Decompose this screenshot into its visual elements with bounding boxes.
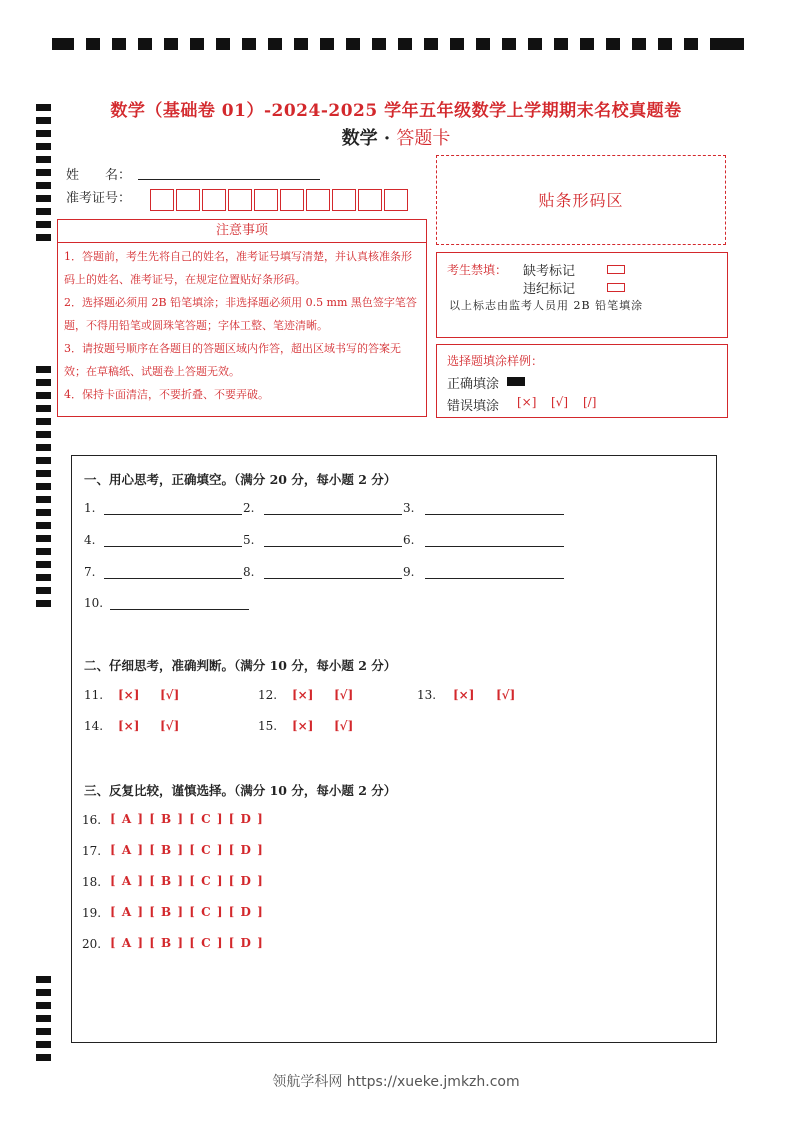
exam-no-digit-box[interactable] — [280, 189, 304, 211]
timing-mark — [36, 392, 51, 399]
timing-mark — [36, 208, 51, 215]
timing-mark — [36, 431, 51, 438]
correct-fill-label: 正确填涂 — [447, 377, 500, 392]
correct-fill-sample — [507, 377, 525, 386]
question-number: 17. — [82, 844, 102, 858]
timing-mark — [36, 1041, 51, 1048]
exam-no-digit-box[interactable] — [176, 189, 200, 211]
sample-title: 选择题填涂样例： — [447, 354, 544, 368]
question-number: 20. — [82, 937, 102, 951]
question-number: 13. — [417, 688, 437, 702]
timing-mark — [36, 496, 51, 503]
timing-mark — [36, 587, 51, 594]
notice-item: 3．请按题号顺序在各题目的答题区域内作答，超出区域书写的答案无效；在草稿纸、试题卷上答题无效。 — [64, 342, 401, 378]
choice-options[interactable]: [ A ] [ B ] [ C ] [ D ] — [110, 936, 264, 950]
notice-title: 注意事项 — [58, 220, 426, 243]
exam-no-boxes[interactable] — [150, 189, 410, 211]
option-true[interactable]: [√] — [334, 688, 354, 702]
question-number: 12. — [258, 688, 278, 702]
timing-mark — [36, 221, 51, 228]
option-true[interactable]: [√] — [160, 688, 180, 702]
answer-blank[interactable] — [104, 514, 242, 515]
page-title: 数学（基础卷 01）-2024-2025 学年五年级数学上学期期末名校真题卷 — [110, 101, 682, 121]
question-number: 1. — [84, 501, 96, 515]
timing-mark — [36, 418, 51, 425]
exam-no-digit-box[interactable] — [254, 189, 278, 211]
notice-item: 1．答题前，考生先将自己的姓名，准考证号填写清楚，并认真核准条形码上的姓名、准考证号，在规定位置贴好条形码。 — [64, 250, 412, 286]
violation-mark-box[interactable] — [607, 283, 625, 292]
timing-mark — [36, 1015, 51, 1022]
subtitle-separator: · — [383, 128, 391, 149]
wrong-fill-label: 错误填涂 — [447, 399, 500, 414]
answer-blank[interactable] — [264, 514, 402, 515]
timing-mark — [36, 457, 51, 464]
question-number: 2. — [243, 501, 255, 515]
answer-blank[interactable] — [104, 578, 242, 579]
timing-mark — [36, 1002, 51, 1009]
notice-item: 2．选择题必须用 2B 铅笔填涂；非选择题必须用 0.5 mm 黑色签字笔答题，不得用铅笔或圆珠笔答题；字体工整、笔迹清晰。 — [64, 296, 417, 332]
answer-blank[interactable] — [264, 578, 402, 579]
option-false[interactable]: [×] — [118, 719, 140, 733]
timing-mark — [36, 574, 51, 581]
timing-mark — [36, 989, 51, 996]
timing-mark — [36, 535, 51, 542]
wrong-mark-x: [×] — [517, 395, 537, 409]
option-false[interactable]: [×] — [292, 719, 314, 733]
timing-mark — [36, 379, 51, 386]
exam-no-digit-box[interactable] — [332, 189, 356, 211]
choice-options[interactable]: [ A ] [ B ] [ C ] [ D ] — [110, 843, 264, 857]
question-number: 8. — [243, 565, 255, 579]
option-true[interactable]: [√] — [334, 719, 354, 733]
exam-no-digit-box[interactable] — [306, 189, 330, 211]
question-number: 5. — [243, 533, 255, 547]
question-number: 9. — [403, 565, 415, 579]
timing-mark — [36, 470, 51, 477]
timing-mark — [36, 405, 51, 412]
option-false[interactable]: [×] — [453, 688, 475, 702]
answer-blank[interactable] — [425, 578, 564, 579]
answer-blank[interactable] — [110, 609, 249, 610]
timing-mark — [36, 169, 51, 176]
timing-mark — [36, 561, 51, 568]
name-underline[interactable] — [138, 179, 320, 180]
exam-no-digit-box[interactable] — [358, 189, 382, 211]
forbidden-fill-box — [436, 252, 728, 338]
question-number: 15. — [258, 719, 278, 733]
timing-mark — [36, 1054, 51, 1061]
question-number: 19. — [82, 906, 102, 920]
forbid-note: 以上标志由监考人员用 2B 铅笔填涂 — [449, 299, 644, 312]
question-number: 7. — [84, 565, 96, 579]
option-true[interactable]: [√] — [160, 719, 180, 733]
section2-title: 二、仔细思考，准确判断。（满分 10 分，每小题 2 分） — [84, 658, 397, 673]
option-false[interactable]: [×] — [292, 688, 314, 702]
timing-mark — [36, 234, 51, 241]
answer-blank[interactable] — [264, 546, 402, 547]
timing-mark — [36, 195, 51, 202]
notice-box — [57, 219, 427, 417]
exam-no-label: 准考证号： — [66, 191, 132, 206]
timing-mark — [36, 444, 51, 451]
exam-no-digit-box[interactable] — [228, 189, 252, 211]
question-number: 18. — [82, 875, 102, 889]
answer-blank[interactable] — [425, 546, 564, 547]
fill-sample-box — [436, 344, 728, 418]
answer-blank[interactable] — [425, 514, 564, 515]
violation-mark-label: 违纪标记 — [523, 282, 576, 297]
exam-no-digit-box[interactable] — [202, 189, 226, 211]
timing-mark — [36, 600, 51, 607]
option-true[interactable]: [√] — [496, 688, 516, 702]
top-timing-marks — [52, 38, 744, 52]
page-subtitle — [0, 124, 792, 150]
question-number: 6. — [403, 533, 415, 547]
exam-no-digit-box[interactable] — [150, 189, 174, 211]
section3-title: 三、反复比较，谨慎选择。（满分 10 分，每小题 2 分） — [84, 783, 397, 798]
question-number: 14. — [84, 719, 104, 733]
exam-no-digit-box[interactable] — [384, 189, 408, 211]
answer-area — [71, 455, 717, 1043]
question-number: 16. — [82, 813, 102, 827]
question-number: 4. — [84, 533, 96, 547]
timing-mark — [36, 366, 51, 373]
name-label: 姓 名： — [66, 168, 132, 183]
timing-mark — [36, 522, 51, 529]
option-false[interactable]: [×] — [118, 688, 140, 702]
timing-mark — [36, 976, 51, 983]
timing-mark — [36, 1028, 51, 1035]
question-number: 3. — [403, 501, 415, 515]
wrong-mark-check: [√] — [551, 395, 569, 409]
timing-mark — [36, 182, 51, 189]
timing-mark — [36, 548, 51, 555]
timing-mark — [36, 509, 51, 516]
absent-mark-box[interactable] — [607, 265, 625, 274]
timing-mark — [36, 156, 51, 163]
question-number: 10. — [84, 596, 104, 610]
name-field[interactable] — [66, 164, 131, 183]
wrong-mark-slash: [/] — [583, 395, 597, 409]
timing-mark — [36, 483, 51, 490]
barcode-area — [436, 155, 726, 245]
footer-watermark: 领航学科网 https://xueke.jmkzh.com — [272, 1074, 520, 1090]
section1-title: 一、用心思考，正确填空。（满分 20 分，每小题 2 分） — [84, 472, 397, 487]
absent-mark-label: 缺考标记 — [523, 264, 576, 279]
subtitle-sub: 答题卡 — [396, 128, 451, 149]
answer-blank[interactable] — [104, 546, 242, 547]
choice-options[interactable]: [ A ] [ B ] [ C ] [ D ] — [110, 874, 264, 888]
barcode-label: 贴条形码区 — [538, 191, 624, 210]
subtitle-main: 数学 — [341, 128, 378, 149]
question-number: 11. — [84, 688, 104, 702]
notice-item: 4．保持卡面清洁，不要折叠、不要弄破。 — [64, 388, 269, 401]
choice-options[interactable]: [ A ] [ B ] [ C ] [ D ] — [110, 905, 264, 919]
forbid-title: 考生禁填： — [447, 263, 508, 277]
choice-options[interactable]: [ A ] [ B ] [ C ] [ D ] — [110, 812, 264, 826]
